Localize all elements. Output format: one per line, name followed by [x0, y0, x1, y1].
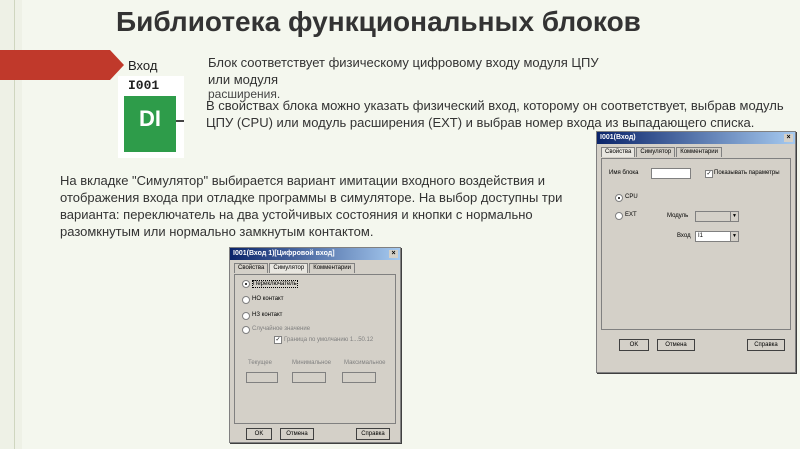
cancel-button[interactable]: Отмена [280, 428, 314, 440]
para2: В свойствах блока можно указать физический вход, которому он соответствует, выбрав модуль ЦПУ (CPU) или модуль расширения (EXT) и выбрав номер входа из выпадающего списка. [206, 98, 784, 130]
option-random: Случайное значение [252, 326, 311, 332]
show-params-checkbox[interactable]: ✓ [706, 171, 712, 177]
ok-button[interactable]: OK [246, 428, 272, 440]
option-toggle: Переключатель [253, 281, 297, 287]
para3: На вкладке "Симулятор" выбирается вариант имитации входного воздействия и отображения входа при отладке программы в симуляторе. На выбор доступны три варианта: переключатель на два устойчивых состояния и кнопки с нормально разомкнутым или нормально замкнутым контактом. [60, 173, 563, 239]
col-current: Текущее [248, 360, 272, 366]
default-range-checkbox[interactable]: ✓ [275, 337, 281, 343]
show-params-label: Показывать параметры [714, 170, 780, 176]
random-radio[interactable] [242, 326, 250, 334]
dialog-title: I001(Вход 1)[Цифровой вход] [233, 250, 335, 257]
min-value-field[interactable] [292, 372, 326, 383]
dialog-title: I001(Вход) [600, 134, 636, 141]
ok-button[interactable]: OK [619, 339, 649, 351]
di-icon [124, 96, 176, 152]
slide-title: Библиотека функциональных блоков [116, 6, 641, 37]
toggle-radio[interactable] [242, 280, 250, 288]
cpu-radio[interactable] [615, 194, 623, 202]
title-accent-arrow [0, 50, 110, 80]
cancel-button[interactable]: Отмена [657, 339, 695, 351]
module-label: Модуль [667, 213, 689, 219]
cpu-label: CPU [625, 194, 638, 200]
digital-input-block-icon [118, 76, 184, 158]
tab-properties[interactable]: Свойства [601, 147, 635, 157]
block-name-input[interactable] [651, 168, 691, 179]
col-min: Минимальное [292, 360, 332, 366]
para1-line2: или модуля [208, 72, 279, 87]
block-output-pin [176, 120, 184, 122]
close-icon[interactable]: × [784, 134, 793, 142]
ext-radio[interactable] [615, 212, 623, 220]
input-label: Вход [677, 233, 691, 239]
block-code: I001 [128, 78, 160, 93]
di-glyph: DI [139, 106, 161, 131]
input-value: I1 [698, 233, 704, 239]
para1-line1: Блок соответствует физическому цифровому входу модуля ЦПУ [208, 55, 599, 70]
help-button[interactable]: Справка [356, 428, 390, 440]
help-button[interactable]: Справка [747, 339, 785, 351]
col-max: Максимальное [344, 360, 386, 366]
block-label: Вход [128, 58, 158, 73]
current-value-field[interactable] [246, 372, 278, 383]
dialog-titlebar [597, 132, 795, 144]
simulator-dialog [229, 247, 401, 443]
tab-comments[interactable]: Комментарии [309, 263, 355, 273]
chevron-down-icon: ▼ [730, 232, 738, 241]
nc-contact-radio[interactable] [242, 312, 250, 320]
tab-comments[interactable]: Комментарии [676, 147, 722, 157]
ext-label: EXT [625, 212, 637, 218]
properties-dialog [596, 131, 796, 373]
module-select[interactable] [695, 211, 739, 222]
tab-simulator[interactable]: Симулятор [636, 147, 675, 157]
option-no-contact: НО контакт [252, 296, 284, 302]
option-default-range: Граница по умолчанию 1...50.12 [284, 337, 374, 343]
para1-line3: расширения. [208, 87, 281, 101]
no-contact-radio[interactable] [242, 296, 250, 304]
tab-simulator[interactable]: Симулятор [269, 263, 308, 273]
close-icon[interactable]: × [389, 250, 398, 258]
option-nc-contact: НЗ контакт [252, 312, 283, 318]
tab-properties[interactable]: Свойства [234, 263, 268, 273]
chevron-down-icon: ▼ [730, 212, 738, 221]
block-name-label: Имя блока [609, 170, 639, 176]
max-value-field[interactable] [342, 372, 376, 383]
tab-pane [601, 158, 791, 330]
dialog-titlebar [230, 248, 400, 260]
input-select[interactable] [695, 231, 739, 242]
